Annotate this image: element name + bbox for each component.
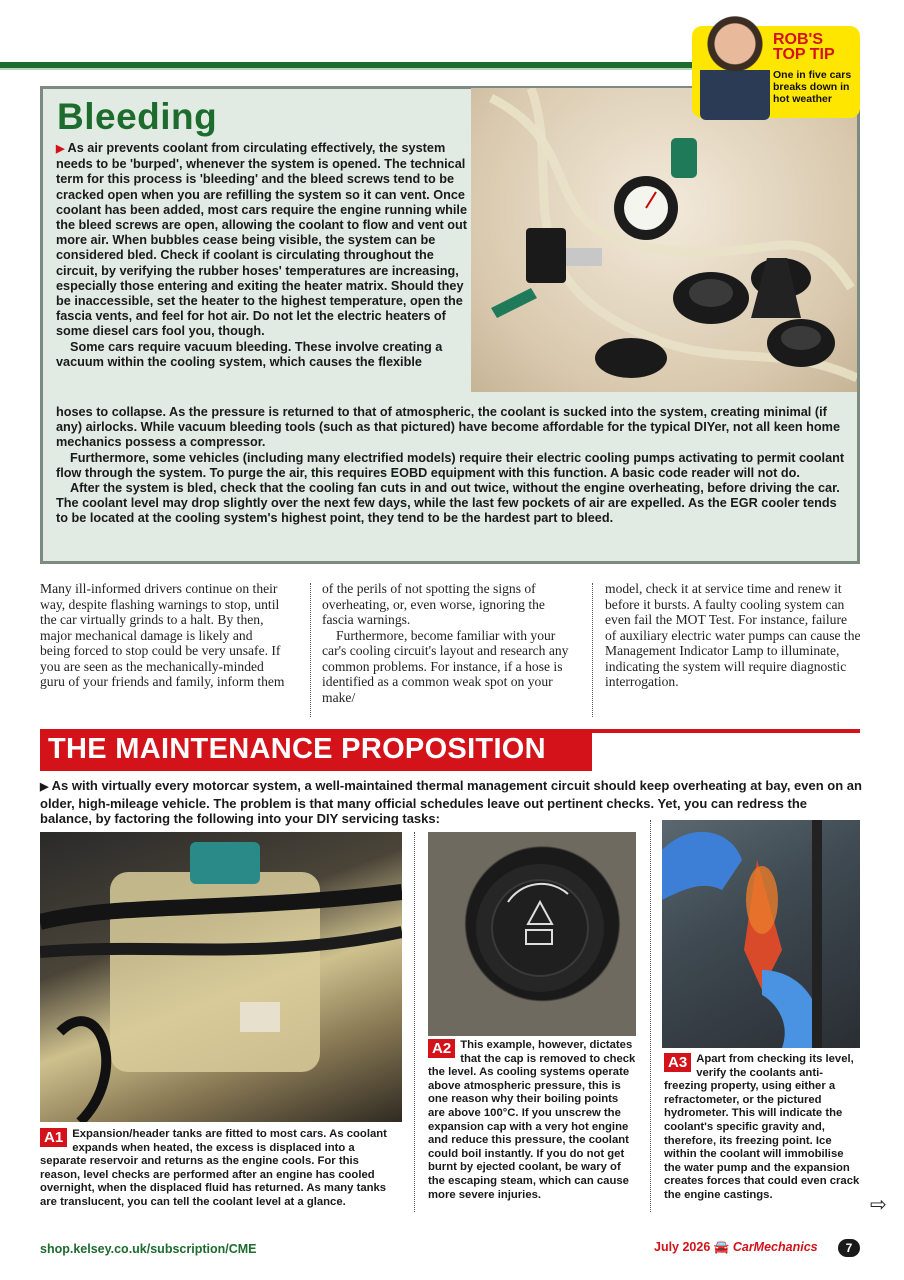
bleeding-paragraph-2b: hoses to collapse. As the pressure is returned to that of atmospheric, the coolant is sucked into the system, creating minimal (if any) airlocks. While vacuum bleeding tools (such as that pictured) have become affordable for the typical DIYer, not all keen home mechanics possess a compressor. (56, 405, 840, 450)
column-2 (322, 581, 578, 705)
expansion-cap-photo (428, 832, 636, 1036)
bleeding-paragraph-4: After the system is bled, check that the cooling fan cuts in and out twice, without the engine overheating, before driving the car. The coolant level may drop slightly over the next few days, while the last few pockets of air are expelled. As the EGR cooler tends to be located at the cooling system's highest point, they tend to be the hardest part to bleed. (56, 481, 840, 526)
car-icon: 🚘 (713, 1240, 730, 1254)
expansion-tank-photo (40, 832, 402, 1122)
column-1 (40, 581, 286, 690)
triangle-bullet-icon: ▶ (40, 781, 49, 793)
caption-text: Apart from checking its level, verify the coolants anti-freezing property, using either a refractometer, or the pictured hydrometer. This will indicate the coolant's specific gravity and, therefore, its freezing point. Ice within the coolant will immobilise the water pump and the expansion creates forces that could even crack the engine castings. (664, 1053, 860, 1201)
column-divider (310, 583, 311, 717)
caption-badge: A1 (40, 1128, 67, 1147)
continue-arrow-icon: ⇨ (870, 1194, 887, 1216)
bleeding-title: Bleeding (57, 96, 218, 137)
caption-badge: A2 (428, 1039, 455, 1058)
caption-a3 (664, 1053, 862, 1203)
issue-date: July 2026 (654, 1240, 711, 1254)
vacuum-bleeding-kit-photo (471, 88, 857, 392)
bleeding-paragraph-3: Furthermore, some vehicles (including many electrified models) require their electric cooling pumps activating to permit coolant flow through the system. To purge the air, this requires EOBD equipment with this function. A basic code reader will not do. (56, 450, 845, 480)
bleeding-body-upper (56, 141, 468, 370)
brand-name: CarMechanics (732, 1240, 818, 1254)
column-divider (592, 583, 593, 717)
footer-issue (654, 1240, 818, 1255)
top-tip-title: ROB'S TOP TIP (773, 31, 835, 63)
caption-a2 (428, 1039, 638, 1202)
photo-divider (414, 832, 415, 1212)
column-3 (605, 581, 861, 690)
maintenance-title: THE MAINTENANCE PROPOSITION (48, 733, 546, 765)
author-portrait (700, 8, 770, 120)
column-1-text: Many ill-informed drivers continue on their way, despite flashing warnings to stop, until the car virtually grinds to a halt. By then, major mechanical damage is likely and being forced to stop could be very unsafe. If you are seen as the mechanically-minded guru of your friends and family, inform them (40, 581, 285, 689)
top-rule-shadow (0, 68, 700, 70)
column-2-text-a: of the perils of not spotting the signs of overheating, or, even worse, ignoring the fascia warnings. (322, 581, 545, 627)
caption-text: This example, however, dictates that the cap is removed to check the level. As cooling systems operate above atmospheric pressure, this is one reason why their boiling points are above 100°C. If you unscrew the expansion cap with a very hot engine and reduce this pressure, the coolant could boil instantly. If you do not get burnt by ejected coolant, be wary of the escaping steam, which can cause more severe injuries. (428, 1039, 636, 1201)
caption-text: Expansion/header tanks are fitted to most cars. As coolant expands when heated, the excess is displaced into a separate reservoir and returns as the engine cools. For this reason, level checks are performed after an engine has cooled overnight, when the displaced fluid has returned. As many tanks are translucent, you can tell the coolant level at a glance. (40, 1128, 387, 1208)
maintenance-intro: ▶ As with virtually every motorcar system, a well-maintained thermal management circuit should keep overheating at bay, even on an older, high-mileage vehicle. The problem is that many official schedules leave out pertinent checks. Yet, you can redress the balance, by factoring the following into your DIY servicing tasks: (40, 778, 862, 826)
photo-divider (650, 820, 651, 1212)
bleeding-paragraph-1: As air prevents coolant from circulating effectively, the system needs to be 'burped', whenever the system is opened. The technical term for this process is 'bleeding' and the bleed screws tend to be cracked open when you are refilling the system so it can vent. Once coolant has been added, most cars require the engine running while the bleed screws are open, allowing the coolant to flow and vent out more air. When bubbles cease being visible, the system can be considered bled. Check if coolant is circulating throughout the circuit, by verifying the rubber hoses' temperatures are increasing, especially those entering and exiting the heater matrix. Should they be inaccessible, set the heater to the highest temperature, open the fascia vents, and feel for hot air. Do not let the electric heaters of some diesel cars fool you, though. (56, 141, 468, 339)
subscription-url[interactable]: shop.kelsey.co.uk/subscription/CME (40, 1242, 257, 1256)
caption-a1 (40, 1128, 402, 1210)
top-tip-text: One in five cars breaks down in hot weather (773, 69, 852, 105)
caption-badge: A3 (664, 1053, 691, 1072)
hydrometer-photo (662, 820, 860, 1048)
column-3-text: model, check it at service time and renew it before it bursts. A faulty cooling system can even fail the MOT Test. For instance, failure of auxiliary electric water pumps can cause the Management Indicator Lamp to illuminate, indicating the system will require diagnostic interrogation. (605, 581, 861, 689)
bleeding-paragraph-2a: Some cars require vacuum bleeding. These involve creating a vacuum within the cooling system, which causes the flexible (56, 339, 443, 369)
page-number: 7 (838, 1239, 860, 1257)
bleeding-body-lower (56, 405, 848, 527)
column-2-text-b: Furthermore, become familiar with your car's cooling circuit's layout and research any common problems. For instance, if a hose is identified as a common weak spot on your make/ (322, 627, 569, 705)
triangle-bullet-icon: ▶ (56, 143, 65, 155)
